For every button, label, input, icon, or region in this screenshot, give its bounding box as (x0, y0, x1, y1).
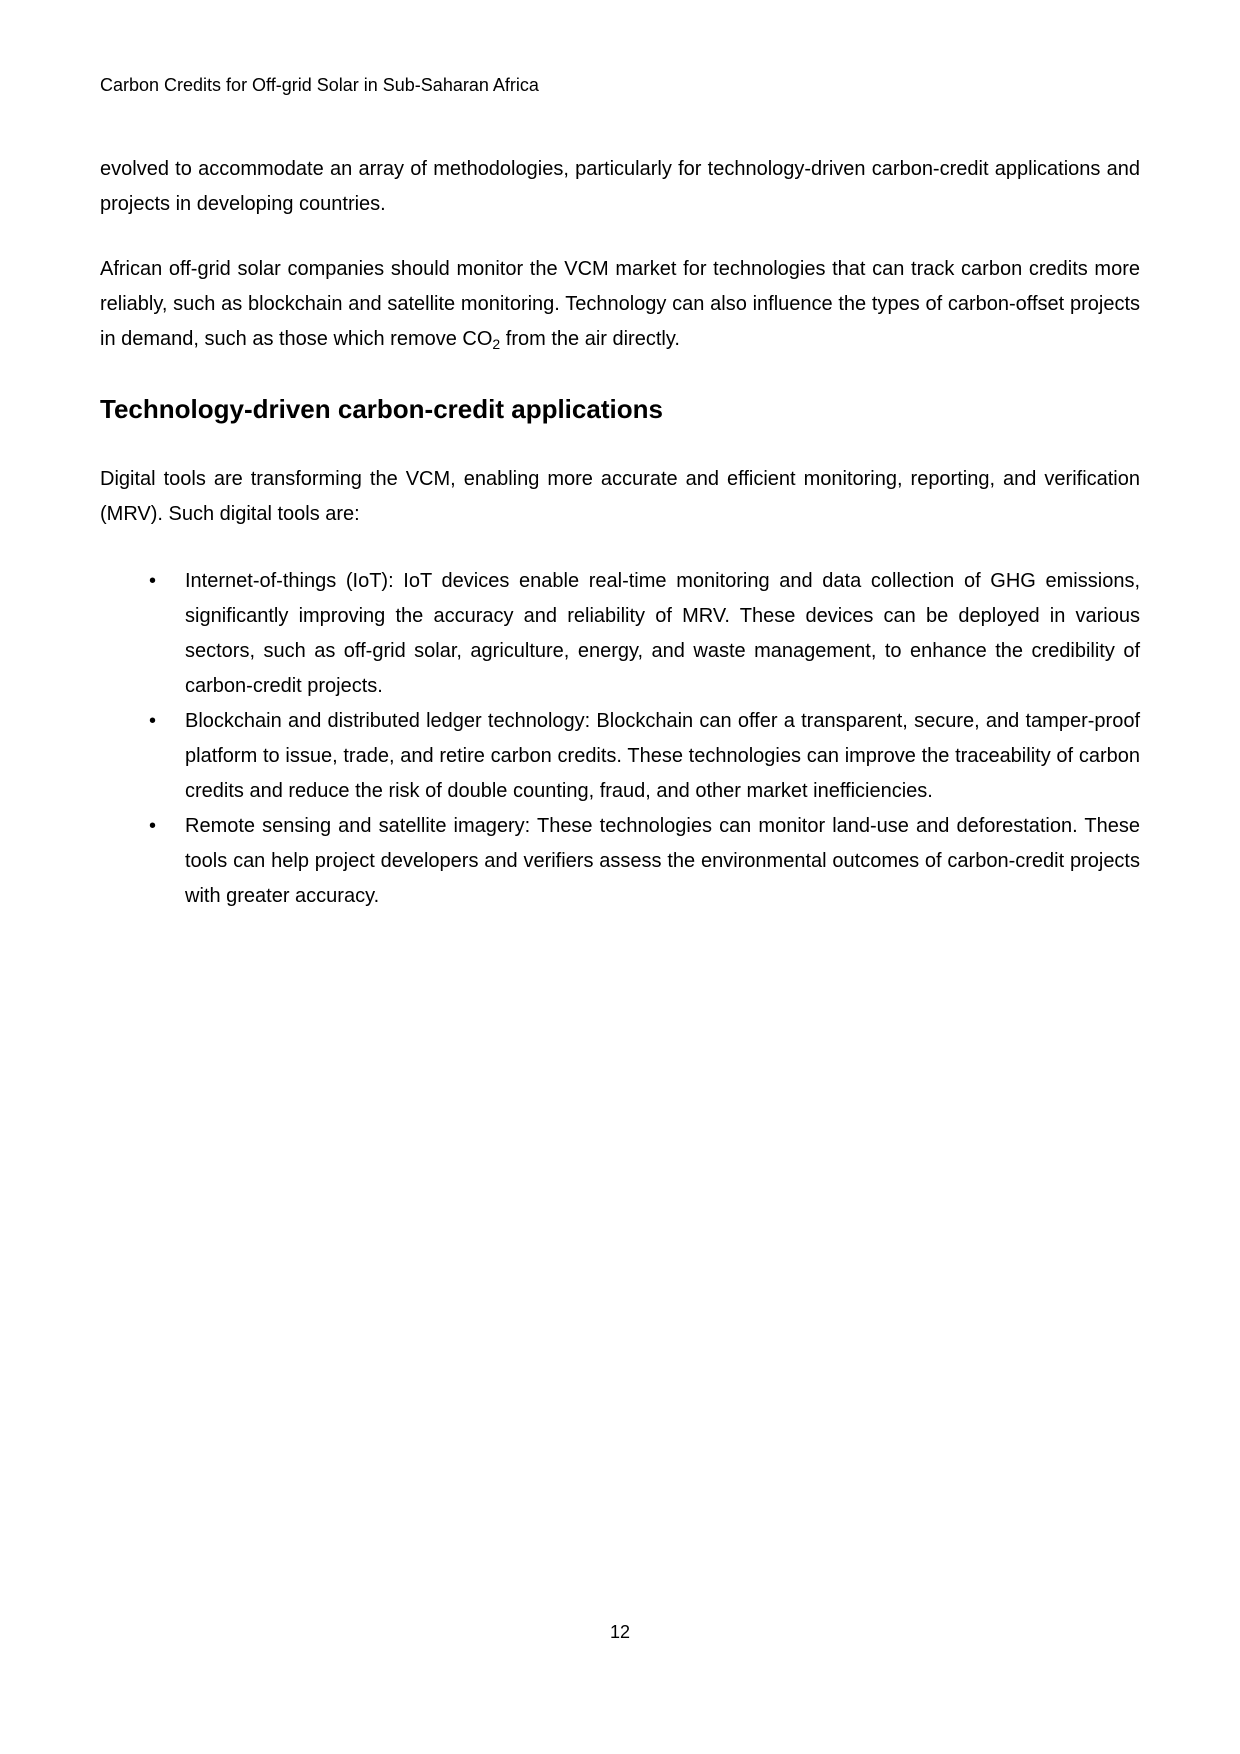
page-number: 12 (609, 1622, 631, 1642)
bullet-text: Blockchain and distributed ledger technology: Blockchain can offer a transparent, secure, and tamper-proof platform to issue, trade, and retire carbon credits. These technologies can improve the traceability of carbon credits and reduce the risk of double counting, fraud, and other market inefficiencies. (185, 710, 1140, 802)
paragraph-digital-tools: Digital tools are transforming the VCM, enabling more accurate and efficient monitoring, reporting, and verification (MRV). Such digital tools are: (100, 468, 1140, 525)
running-header (100, 73, 1140, 97)
running-header-text: Carbon Credits for Off-grid Solar in Sub-Saharan Africa (100, 75, 539, 95)
page-content (100, 152, 1140, 914)
paragraph-vcm-text-after: from the air directly. (500, 328, 680, 350)
digital-tools-bullet-list (100, 564, 1140, 914)
list-item-iot (145, 564, 1140, 704)
section-heading: Technology-driven carbon-credit applications (100, 394, 663, 424)
co2-subscript: 2 (492, 336, 501, 352)
list-item-blockchain (145, 704, 1140, 809)
bullet-text: Remote sensing and satellite imagery: These technologies can monitor land-use and deforestation. These tools can help project developers and verifiers assess the environmental outcomes of carbon-credit projects with greater accuracy. (185, 815, 1140, 907)
paragraph-vcm-monitoring (100, 252, 1140, 357)
paragraph-methodologies: evolved to accommodate an array of methodologies, particularly for technology-driven carbon-credit applications and projects in developing countries. (100, 158, 1140, 215)
bullet-text: Internet-of-things (IoT): IoT devices enable real-time monitoring and data collection of GHG emissions, significantly improving the accuracy and reliability of MRV. These devices can be deployed in various sectors, such as off-grid solar, agriculture, energy, and waste management, to enhance the credibility of carbon-credit projects. (185, 570, 1140, 697)
page-footer (0, 1620, 1240, 1644)
paragraph-vcm-text-before: African off-grid solar companies should monitor the VCM market for technologies that can track carbon credits more reliably, such as blockchain and satellite monitoring. Technology can also influence the types of carbon-offset projects in demand, such as those which remove CO (100, 258, 1140, 350)
list-item-remote-sensing (145, 809, 1140, 914)
